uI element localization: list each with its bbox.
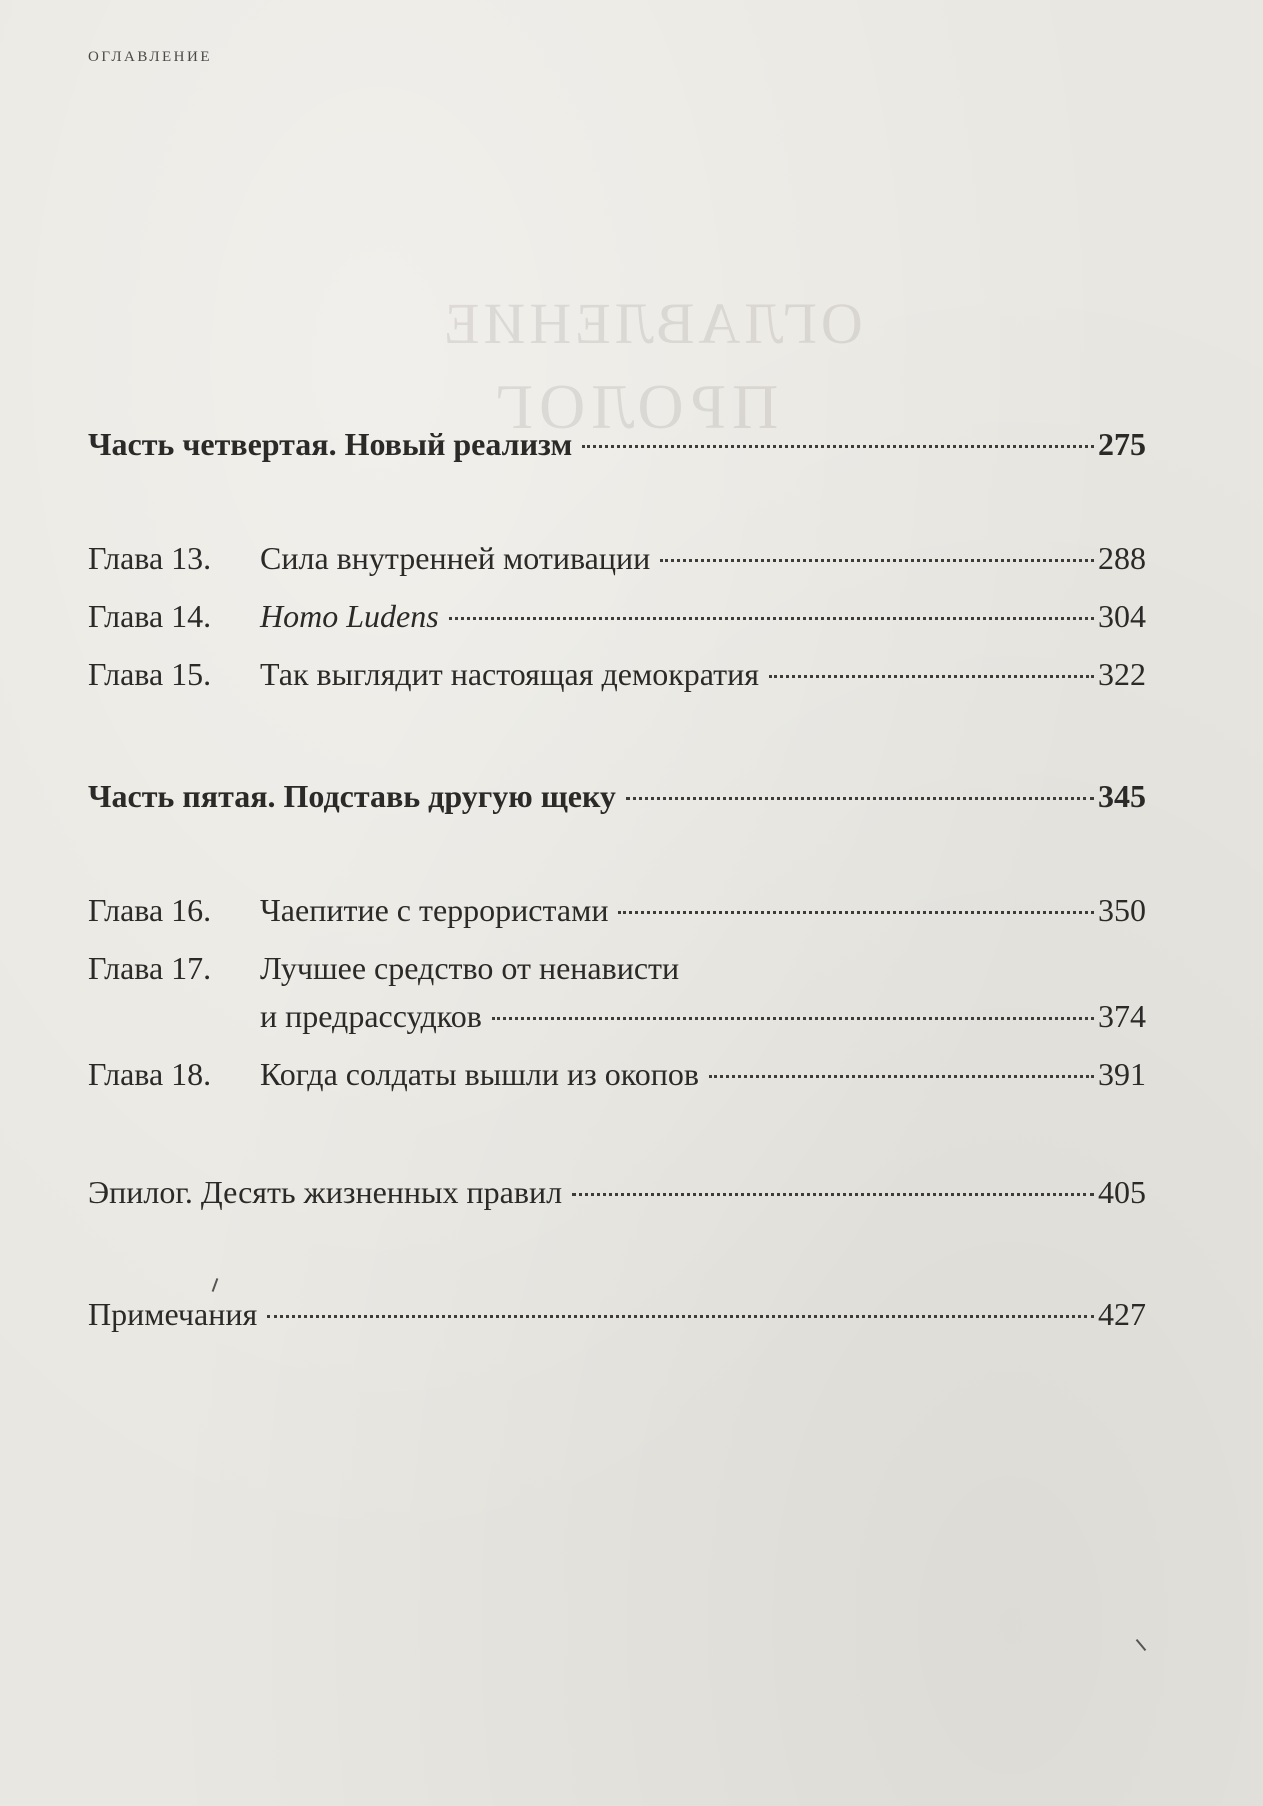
chapter-label: Глава 13. [88, 540, 212, 576]
epilogue-title: Эпилог. Десять жизненных правил [88, 1174, 563, 1210]
dot-leader [449, 617, 1094, 620]
chapter-label: Глава 14. [88, 598, 212, 634]
chapter-title: Сила внутренней мотивации [260, 540, 651, 576]
dot-leader [582, 445, 1094, 448]
notes-title: Примечания [88, 1296, 258, 1332]
running-head: оглавление [88, 42, 212, 66]
chapter-label: Глава 18. [88, 1056, 212, 1092]
toc-entry-notes[interactable] [88, 1294, 1146, 1334]
toc-entry-chapter-16[interactable] [88, 890, 1146, 930]
show-through-text: ПРОЛОГ [490, 371, 779, 442]
chapter-title: Так выглядит настоящая демократия [260, 656, 759, 692]
page-number: 427 [1098, 1296, 1146, 1332]
chapter-title: Когда солдаты вышли из окопов [260, 1056, 699, 1092]
toc-entry-chapter-15[interactable] [88, 654, 1146, 694]
pencil-mark [1136, 1639, 1147, 1651]
page-number: 322 [1098, 656, 1146, 692]
dot-leader [769, 675, 1094, 678]
chapter-heading [88, 654, 759, 694]
page-number: 405 [1098, 1174, 1146, 1210]
page-number: 350 [1098, 892, 1146, 928]
toc-entry-chapter-14[interactable] [88, 596, 1146, 636]
dot-leader [709, 1075, 1094, 1078]
chapter-label: Глава 17. [88, 950, 212, 986]
dot-leader [626, 797, 1094, 800]
dot-leader [660, 559, 1094, 562]
dot-leader [572, 1193, 1094, 1196]
page-number: 288 [1098, 540, 1146, 576]
page-number: 304 [1098, 598, 1146, 634]
chapter-title-continued: и предрассудков [260, 998, 482, 1034]
toc-entry-chapter-18[interactable] [88, 1054, 1146, 1094]
chapter-label: Глава 16. [88, 892, 212, 928]
chapter-heading [88, 1054, 699, 1094]
dot-leader [267, 1315, 1094, 1318]
page-number: 275 [1098, 426, 1146, 462]
part-title: Часть четвертая. Новый реализм [88, 426, 573, 462]
chapter-title: Лучшее средство от ненависти [260, 950, 680, 986]
chapter-heading [88, 890, 608, 930]
chapter-heading [88, 596, 439, 636]
toc-entry-epilogue[interactable] [88, 1172, 1146, 1212]
chapter-heading [88, 538, 650, 578]
chapter-17-first-line [88, 948, 679, 988]
page-number: 391 [1098, 1056, 1146, 1092]
show-through-text: ОГЛАВЛЕНИЕ [440, 291, 863, 356]
toc-entry-part-four[interactable] [88, 424, 1146, 464]
chapter-label: Глава 15. [88, 656, 212, 692]
chapter-title: Homo Ludens [260, 598, 439, 634]
pencil-mark [212, 1278, 219, 1292]
part-title: Часть пятая. Подставь другую щеку [88, 778, 616, 814]
toc-entry-part-five[interactable] [88, 776, 1146, 816]
page-number: 374 [1098, 998, 1146, 1034]
dot-leader [618, 911, 1094, 914]
dot-leader [492, 1017, 1094, 1020]
chapter-title: Чаепитие с террористами [260, 892, 609, 928]
page-number: 345 [1098, 778, 1146, 814]
toc-entry-chapter-13[interactable] [88, 538, 1146, 578]
toc-entry-chapter-17[interactable] [88, 996, 1146, 1036]
